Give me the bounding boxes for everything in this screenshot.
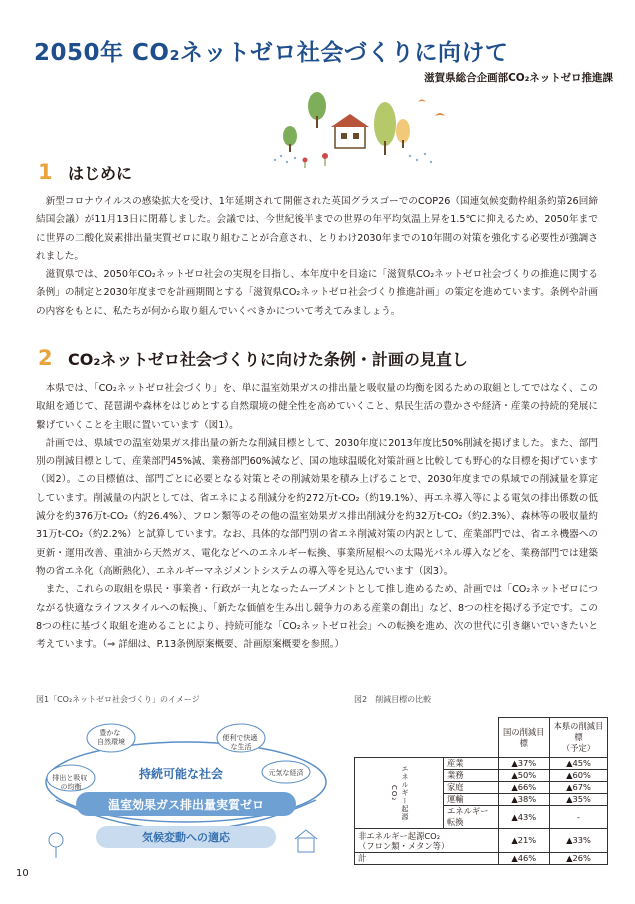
pref-value: ▲45% (549, 758, 607, 770)
column-header: 国の削減目標 (498, 718, 549, 758)
bubble-label: 排出と吸収 (52, 774, 88, 782)
net-zero-society-diagram (36, 720, 336, 875)
row-label: 家庭 (444, 782, 499, 794)
pref-value: - (549, 806, 607, 829)
band-label: 持続可能な社会 (138, 767, 224, 781)
row-label: 産業 (444, 758, 499, 770)
house-icon (331, 114, 369, 148)
town-forest-illustration (255, 86, 455, 172)
figure-caption: 図2 削減目標の比較 (354, 695, 432, 704)
reduction-target-table (354, 717, 608, 865)
paragraph: また、これらの取組を県民・事業者・行政が一丸となったムーブメントとして推し進めるため、計画では「CO₂ネットゼロにつながる快適なライフスタイルへの転換」、「新たな価値を生み出し競争力のある産業の創出」など、8つの柱を掲げる予定です。この8つの柱に基づく取組を進めることにより、持続可能な「CO₂ネットゼロ社会」への転換を進め、次の世代に引き継いでいきたいと考えています。（⇒ 詳細は、P.13条例原案概要、計画原案概要を参照。） (36, 584, 598, 651)
pref-value: ▲67% (549, 782, 607, 794)
section-body (36, 193, 598, 321)
bubble-label: 豊かな (99, 729, 121, 737)
bird-icon (418, 100, 426, 103)
national-value: ▲38% (498, 794, 549, 806)
svg-text:気候変動への適応 (142, 830, 231, 844)
bubble-label: 便利で快適 (222, 734, 258, 742)
pref-value: ▲60% (549, 770, 607, 782)
svg-text:温室効果ガス排出量実質ゼロ (108, 797, 264, 812)
bubble-label-line: の均衡 (60, 783, 82, 791)
page-number: 10 (16, 868, 29, 879)
tree-icon (283, 126, 297, 152)
row-label: 非エネルギー起源CO₂ （フロン類・メタン等） (355, 829, 499, 853)
grass-pattern (274, 153, 432, 163)
tree-icon (374, 102, 396, 155)
column-header: 本県の削減目標 （予定） (549, 718, 607, 758)
svg-text:元気な経済 (269, 768, 304, 777)
row-label: 運輸 (444, 794, 499, 806)
bubble-label-line: 自然環境 (97, 738, 125, 746)
row-label: エネルギー転換 (444, 806, 499, 829)
pref-value: ▲26% (549, 853, 607, 865)
section-number: 1 (38, 160, 53, 184)
flower-icon (303, 153, 329, 168)
figure-caption: 図1「CO₂ネットゼロ社会づくり」のイメージ (36, 695, 200, 704)
group-label: エネルギー起源CO₂ (355, 758, 444, 829)
paragraph: 計画では、県域での温室効果ガス排出量の新たな削減目標として、2030年度に2013年度比50%削減を掲げました。また、部門別の削減目標として、産業部門45%減、業務部門60%減など、国の地球温暖化対策計画と比較しても野心的な目標を掲げています（図2）。この目標値は、部門ごとに必要となる対策とその削減効果を積み上げることで、2030年度までの県域での削減量を算定しています。削減量の内訳としては、省エネによる削減分を約272万t-CO₂（約19.1%）、再エネ導入等による電気の排出係数の低減分を約376万t-CO₂（約26.4%）、フロン類等のその他の温室効果ガス排出削減分を約32万t-CO₂（約2.3%）、森林等の吸収量約31万t-CO₂（約2.2%）と試算しています。なお、具体的な部門別の省エネ削減対策の内訳として、産業部門では、省エネ機器への更新・運用改善、重油から天然ガス、電化などへのエネルギー転換、事業所屋根への太陽光パネル導入などを、業務部門では建築物の省エネ化（高断熱化）、エネルギーマネジメントシステムの導入等を見込んでいます（図3）。 (36, 437, 598, 577)
section-title: CO₂ネットゼロ社会づくりに向けた条例・計画の見直し (68, 350, 468, 369)
bubble (262, 761, 310, 783)
national-value: ▲46% (498, 853, 549, 865)
section-heading (38, 346, 468, 370)
tree-icon (49, 833, 63, 858)
section-heading (38, 160, 132, 184)
tree-icon (308, 92, 326, 128)
bird-icon (435, 113, 445, 116)
national-value: ▲21% (498, 829, 549, 853)
section-title: はじめに (68, 164, 133, 183)
table-header-row (355, 718, 608, 758)
row-label: 業務 (444, 770, 499, 782)
row-label: 計 (355, 853, 499, 865)
table-row (355, 758, 608, 770)
bubble (87, 724, 135, 752)
national-value: ▲37% (498, 758, 549, 770)
paragraph: 滋賀県では、2050年CO₂ネットゼロ社会の実現を目指し、本年度中を目途に「滋賀県CO₂ネットゼロ社会づくりの推進に関する条例」の制定と2030年度までを計画期間とする「滋賀県CO₂ネットゼロ社会づくり推進計画」の策定を進めています。条例や計画の内容をもとに、私たちが何から取り組んでいくべきかについて考えてみましょう。 (36, 269, 598, 317)
bubble-label: 元気な経済 (268, 769, 304, 777)
national-value: ▲50% (498, 770, 549, 782)
national-value: ▲43% (498, 806, 549, 829)
bubble (47, 765, 95, 791)
department-name: 滋賀県総合企画部CO₂ネットゼロ推進課 (424, 72, 613, 84)
section-body (36, 380, 598, 654)
pref-value: ▲33% (549, 829, 607, 853)
page-title: 2050年 CO₂ネットゼロ社会づくりに向けて (34, 40, 509, 66)
pref-value: ▲35% (549, 794, 607, 806)
table-row (355, 853, 608, 865)
national-value: ▲66% (498, 782, 549, 794)
table-row (355, 829, 608, 853)
bubble-label-line: な生活 (230, 743, 252, 751)
house-icon (295, 830, 317, 852)
band-label: 気候変動への適応 (142, 831, 230, 844)
paragraph: 本県では、「CO₂ネットゼロ社会づくり」を、単に温室効果ガスの排出量と吸収量の均衡を図るための取組としてではなく、この取組を通じて、琵琶湖や森林をはじめとする自然環境の健全性を高めていくこと、県民生活の豊かさや経済・産業の持続的発展に繋げていくことを主眼に置いています（図1）。 (36, 383, 598, 431)
tree-icon (396, 119, 410, 148)
bubble (217, 724, 265, 752)
svg-text:持続可能な社会 (138, 766, 223, 781)
section-number: 2 (38, 346, 53, 370)
paragraph: 新型コロナウイルスの感染拡大を受け、1年延期されて開催された英国グラスゴーでのCOP26（国連気候変動枠組条約第26回締結国会議）が11月13日に閉幕しました。会議では、今世紀後半までの世界の年平均気温上昇を1.5℃に抑えるため、2050年までに世界の二酸化炭素排出量実質ゼロに取り組むことが合意され、とりわけ2030年までの10年間の対策を強化する必要性が強調されました。 (36, 196, 598, 262)
band-label: 温室効果ガス排出量実質ゼロ (107, 798, 265, 812)
